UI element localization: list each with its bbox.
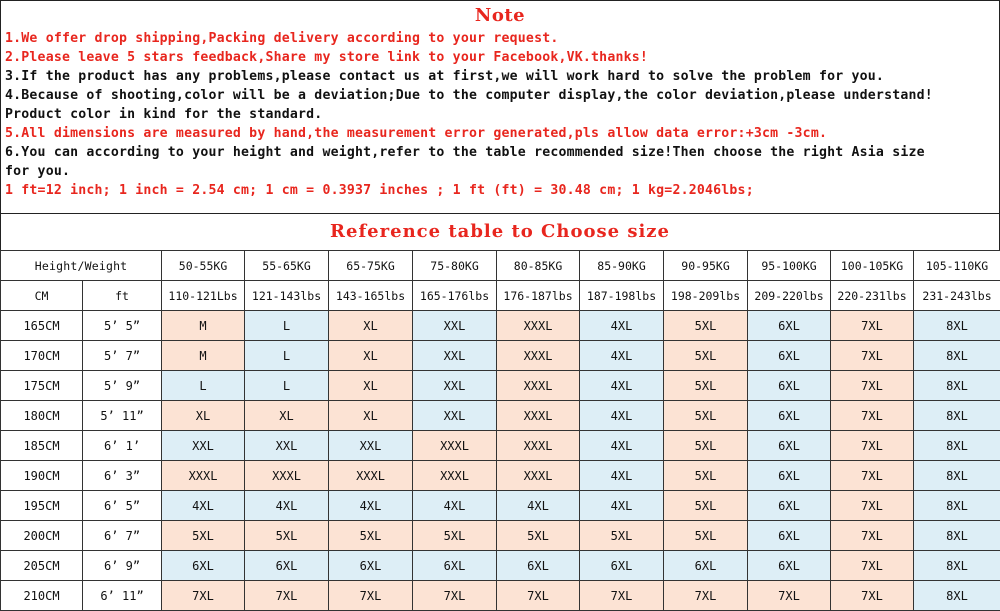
size-cell: 5XL (664, 341, 748, 371)
weight-kg-header: 105-110KG (914, 251, 1000, 281)
size-cell: 5XL (664, 311, 748, 341)
note-title: Note (1, 5, 999, 26)
weight-lbs-header: 110-121Lbs (162, 281, 245, 311)
size-cell: 6XL (748, 371, 831, 401)
size-cell: XXXL (497, 311, 580, 341)
size-cell: XXL (413, 341, 497, 371)
weight-kg-header: 65-75KG (329, 251, 413, 281)
size-cell: M (162, 311, 245, 341)
size-cell: 6XL (413, 551, 497, 581)
size-cell: 7XL (245, 581, 329, 611)
size-cell: 4XL (245, 491, 329, 521)
weight-kg-header: 90-95KG (664, 251, 748, 281)
reference-title-row (0, 214, 1000, 250)
size-cell: XL (245, 401, 329, 431)
size-cell: 7XL (831, 521, 914, 551)
size-cell: 8XL (914, 341, 1000, 371)
size-cell: XXXL (245, 461, 329, 491)
size-table (0, 250, 1000, 611)
size-cell: 6XL (245, 551, 329, 581)
weight-kg-header: 100-105KG (831, 251, 914, 281)
table-row (1, 581, 1000, 611)
height-ft-cell: 5’ 11” (83, 401, 162, 431)
size-cell: 5XL (664, 521, 748, 551)
size-cell: 7XL (831, 491, 914, 521)
note-line: 2.Please leave 5 stars feedback,Share my store link to your Facebook,VK.thanks! (5, 48, 995, 67)
size-cell: XXL (162, 431, 245, 461)
note-line: 1 ft=12 inch; 1 inch = 2.54 cm; 1 cm = 0.3937 inches ; 1 ft (ft) = 30.48 cm; 1 kg=2.2046lbs; (5, 181, 995, 200)
size-cell: XXXL (162, 461, 245, 491)
size-cell: 5XL (245, 521, 329, 551)
height-cm-cell: 210CM (1, 581, 83, 611)
note-line: 1.We offer drop shipping,Packing delivery according to your request. (5, 29, 995, 48)
weight-lbs-header: 187-198lbs (580, 281, 664, 311)
size-cell: 8XL (914, 401, 1000, 431)
note-line: Product color in kind for the standard. (5, 105, 995, 124)
weight-lbs-header: 209-220lbs (748, 281, 831, 311)
size-cell: 6XL (748, 551, 831, 581)
size-cell: 8XL (914, 521, 1000, 551)
size-cell: XXL (413, 311, 497, 341)
note-lines (5, 29, 995, 200)
size-cell: 7XL (831, 551, 914, 581)
weight-kg-header: 95-100KG (748, 251, 831, 281)
size-cell: XXL (413, 371, 497, 401)
size-cell: XXL (245, 431, 329, 461)
weight-lbs-header: 198-209lbs (664, 281, 748, 311)
height-cm-cell: 185CM (1, 431, 83, 461)
size-cell: 7XL (831, 341, 914, 371)
size-cell: XL (329, 341, 413, 371)
height-ft-cell: 6’ 11” (83, 581, 162, 611)
size-cell: 6XL (162, 551, 245, 581)
height-ft-cell: 5’ 7” (83, 341, 162, 371)
size-cell: 7XL (580, 581, 664, 611)
height-cm-cell: 190CM (1, 461, 83, 491)
size-cell: 8XL (914, 491, 1000, 521)
size-cell: XXXL (329, 461, 413, 491)
height-ft-cell: 6’ 7” (83, 521, 162, 551)
size-cell: 6XL (748, 491, 831, 521)
weight-kg-header: 50-55KG (162, 251, 245, 281)
size-cell: 7XL (664, 581, 748, 611)
size-cell: 8XL (914, 461, 1000, 491)
table-row (1, 371, 1000, 401)
note-panel (0, 0, 1000, 214)
table-row (1, 341, 1000, 371)
size-cell: XL (329, 371, 413, 401)
size-cell: 7XL (497, 581, 580, 611)
size-cell: 4XL (580, 401, 664, 431)
size-cell: 8XL (914, 551, 1000, 581)
weight-lbs-header: 143-165lbs (329, 281, 413, 311)
note-line: 6.You can according to your height and weight,refer to the table recommended size!Then choose the right Asia size (5, 143, 995, 162)
size-cell: 6XL (748, 461, 831, 491)
size-cell: XL (329, 401, 413, 431)
ft-header: ft (83, 281, 162, 311)
size-cell: 4XL (162, 491, 245, 521)
note-line: 5.All dimensions are measured by hand,the measurement error generated,pls allow data error:+3cm -3cm. (5, 124, 995, 143)
cm-header: CM (1, 281, 83, 311)
size-cell: 6XL (748, 311, 831, 341)
size-cell: 8XL (914, 581, 1000, 611)
size-cell: 4XL (580, 461, 664, 491)
size-cell: XXXL (497, 401, 580, 431)
size-cell: 8XL (914, 311, 1000, 341)
height-ft-cell: 6’ 9” (83, 551, 162, 581)
size-cell: 8XL (914, 371, 1000, 401)
height-ft-cell: 6’ 5” (83, 491, 162, 521)
size-cell: M (162, 341, 245, 371)
size-cell: L (162, 371, 245, 401)
size-cell: 4XL (580, 431, 664, 461)
reference-title: Reference table to Choose size (1, 221, 999, 242)
size-cell: 4XL (497, 491, 580, 521)
size-cell: 6XL (329, 551, 413, 581)
height-ft-cell: 5’ 5” (83, 311, 162, 341)
height-cm-cell: 200CM (1, 521, 83, 551)
size-cell: 4XL (580, 491, 664, 521)
size-cell: 5XL (413, 521, 497, 551)
size-cell: 4XL (580, 341, 664, 371)
size-cell: XXXL (413, 431, 497, 461)
size-cell: 7XL (831, 581, 914, 611)
header-row-weight-lbs (1, 281, 1000, 311)
size-cell: 5XL (664, 431, 748, 461)
size-cell: 5XL (162, 521, 245, 551)
table-row (1, 311, 1000, 341)
table-row (1, 521, 1000, 551)
weight-lbs-header: 231-243lbs (914, 281, 1000, 311)
note-line: 4.Because of shooting,color will be a deviation;Due to the computer display,the color deviation,please understand! (5, 86, 995, 105)
weight-kg-header: 55-65KG (245, 251, 329, 281)
height-weight-header: Height/Weight (1, 251, 162, 281)
weight-lbs-header: 165-176lbs (413, 281, 497, 311)
size-cell: XXL (329, 431, 413, 461)
size-cell: 6XL (748, 521, 831, 551)
size-cell: 5XL (329, 521, 413, 551)
size-cell: XXXL (497, 461, 580, 491)
size-cell: XXXL (497, 341, 580, 371)
size-cell: 7XL (831, 311, 914, 341)
size-cell: XXL (413, 401, 497, 431)
size-cell: L (245, 311, 329, 341)
size-cell: 7XL (748, 581, 831, 611)
table-row (1, 401, 1000, 431)
size-cell: 4XL (329, 491, 413, 521)
table-row (1, 491, 1000, 521)
size-cell: XL (162, 401, 245, 431)
height-ft-cell: 6’ 3” (83, 461, 162, 491)
size-cell: 4XL (580, 371, 664, 401)
size-cell: XL (329, 311, 413, 341)
size-cell: XXXL (497, 431, 580, 461)
height-cm-cell: 165CM (1, 311, 83, 341)
size-cell: L (245, 371, 329, 401)
size-cell: 7XL (831, 401, 914, 431)
size-cell: 5XL (664, 401, 748, 431)
weight-lbs-header: 121-143lbs (245, 281, 329, 311)
height-cm-cell: 205CM (1, 551, 83, 581)
size-cell: 7XL (831, 431, 914, 461)
height-ft-cell: 5’ 9” (83, 371, 162, 401)
size-cell: 7XL (831, 371, 914, 401)
size-cell: 4XL (580, 311, 664, 341)
size-cell: 6XL (748, 341, 831, 371)
height-cm-cell: 195CM (1, 491, 83, 521)
table-row (1, 461, 1000, 491)
size-cell: 7XL (831, 461, 914, 491)
size-cell: 5XL (664, 461, 748, 491)
size-cell: 5XL (580, 521, 664, 551)
weight-kg-header: 85-90KG (580, 251, 664, 281)
size-cell: 5XL (497, 521, 580, 551)
note-line: 3.If the product has any problems,please contact us at first,we will work hard to solve the problem for you. (5, 67, 995, 86)
weight-lbs-header: 176-187lbs (497, 281, 580, 311)
size-cell: 6XL (748, 431, 831, 461)
note-line: for you. (5, 162, 995, 181)
weight-kg-header: 80-85KG (497, 251, 580, 281)
size-cell: 6XL (580, 551, 664, 581)
height-cm-cell: 175CM (1, 371, 83, 401)
size-cell: 8XL (914, 431, 1000, 461)
size-cell: 7XL (162, 581, 245, 611)
size-cell: 6XL (497, 551, 580, 581)
size-cell: XXXL (413, 461, 497, 491)
size-cell: 4XL (413, 491, 497, 521)
size-cell: 5XL (664, 371, 748, 401)
weight-kg-header: 75-80KG (413, 251, 497, 281)
size-cell: 6XL (664, 551, 748, 581)
table-row (1, 431, 1000, 461)
size-cell: 6XL (748, 401, 831, 431)
table-row (1, 551, 1000, 581)
size-cell: 5XL (664, 491, 748, 521)
height-ft-cell: 6’ 1’ (83, 431, 162, 461)
size-cell: XXXL (497, 371, 580, 401)
size-cell: L (245, 341, 329, 371)
size-cell: 7XL (329, 581, 413, 611)
height-cm-cell: 180CM (1, 401, 83, 431)
height-cm-cell: 170CM (1, 341, 83, 371)
weight-lbs-header: 220-231lbs (831, 281, 914, 311)
header-row-weight-kg (1, 251, 1000, 281)
size-cell: 7XL (413, 581, 497, 611)
